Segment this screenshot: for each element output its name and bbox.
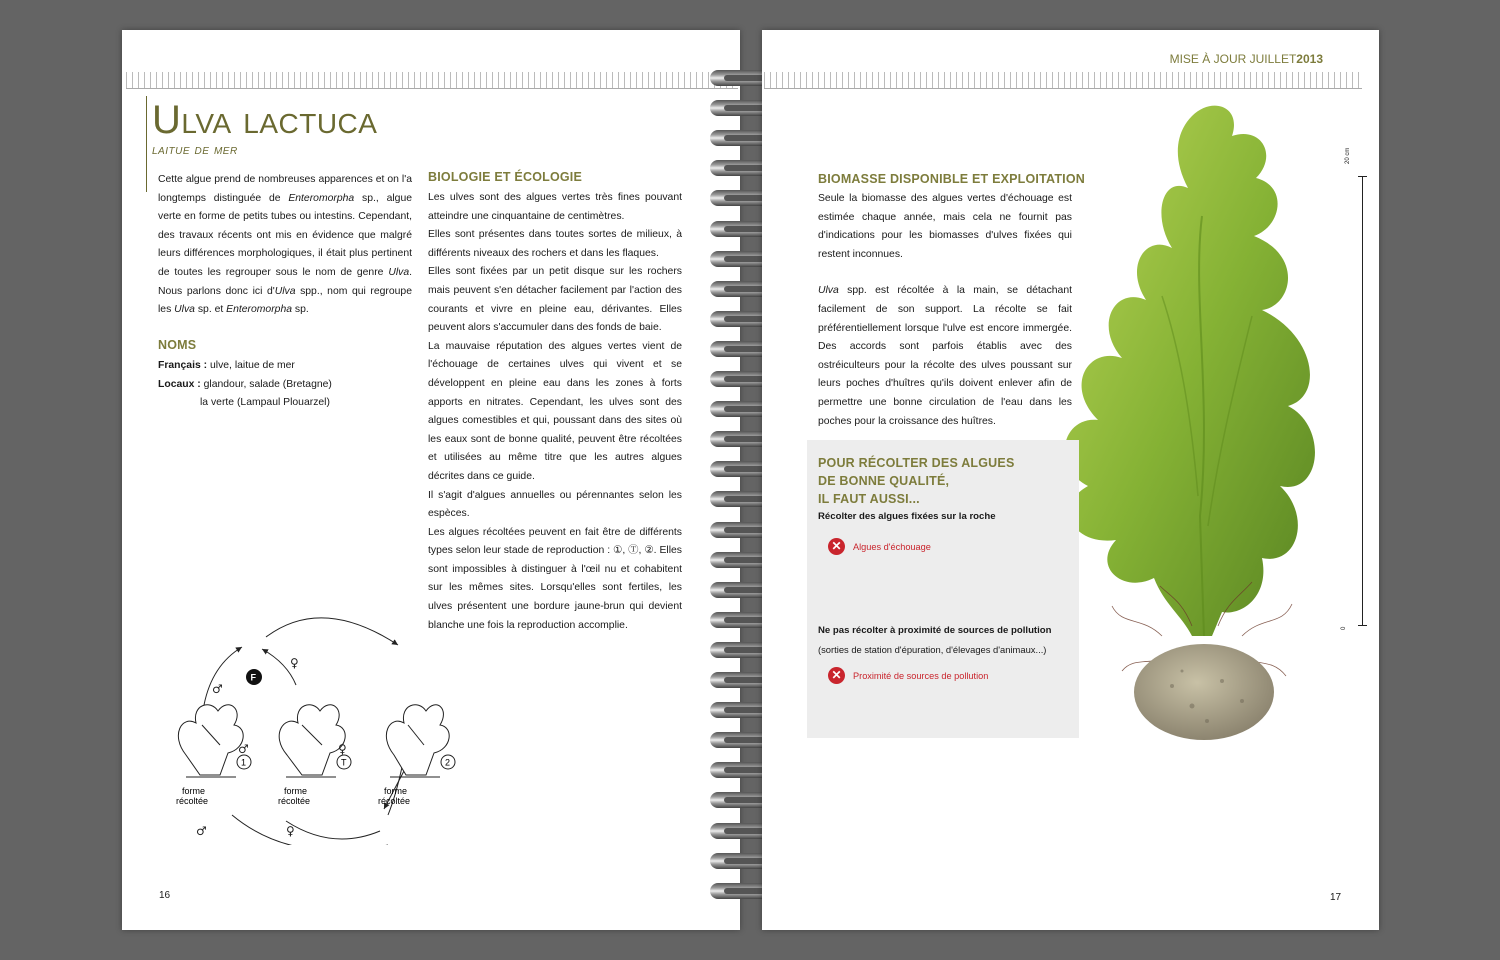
intro-text: Cette algue prend de nombreuses apparences et on l'a longtemps distinguée de Enteromorpha sp., algue verte en forme de petits tubes ou intestins. Cependant, des travaux récents ont mis en évidence que malgré leurs différences morphologiques, il était plus pertinent de toutes les regrouper sous le nom de genre Ulva. Nous parlons donc ici d'Ulva spp., nom qui regroupe les Ulva sp. et Enteromorpha sp. [158, 174, 412, 316]
page-number-right: 17 [1330, 892, 1342, 903]
rule-pollution: Ne pas récolter à proximité de sources de pollution [818, 625, 1052, 636]
harvest-tips-heading: POUR RÉCOLTER DES ALGUES DE BONNE QUALITÉ, IL FAUT AUSSI... [818, 456, 1015, 506]
svg-text:♀: ♀ [338, 742, 347, 756]
species-common-name: laitue de mer [152, 142, 238, 158]
scale-bottom-label: 0 [1341, 626, 1347, 630]
top-ruler-right [764, 72, 1362, 89]
bio-paragraph: Les ulves sont des algues vertes très fines pouvant atteindre une cinquantaine de centimètres. [428, 192, 682, 222]
recoltee-label-3: récoltée [378, 796, 411, 806]
negative-pollution: ✕ Proximité de sources de pollution [828, 667, 988, 685]
forme-label-1: forme [182, 786, 206, 796]
scale-bar [1362, 176, 1363, 626]
forme-label-2: forme [284, 786, 308, 796]
bio-paragraph: Les algues récoltées peuvent en fait être de différents types selon leur stade de reproduction : ①, Ⓣ, ②. Elles sont impossibles à distinguer à l'œil nu et cohabitent sur les mêmes sites. Lorsqu'elles sont fertiles, les ulves présentent une bordure jaune-brun qui devient blanche une fois la reproduction accomplie. [428, 526, 682, 631]
forme-label-3: forme [384, 786, 408, 796]
biomasse-heading: BIOMASSE DISPONIBLE ET EXPLOITATION [818, 172, 1085, 186]
svg-text:♂: ♂ [212, 682, 223, 696]
x-circle-icon: ✕ [828, 538, 845, 555]
recoltee-label-2: récoltée [278, 796, 311, 806]
scale-tick-bottom [1358, 625, 1367, 626]
rule-pollution-detail: (sorties de station d'épuration, d'élevages d'animaux...) [818, 644, 1047, 655]
recoltee-label-1: récoltée [176, 796, 209, 806]
svg-text:♀: ♀ [286, 824, 295, 838]
stage-t-label: T [341, 757, 347, 768]
noms-heading: NOMS [158, 338, 197, 352]
biomasse-text: Seule la biomasse des algues vertes d'échouage est estimée chaque année, mais cela ne fournit pas d'indications pour les biomasses d'ulves fixées qui restent inconnues. Ulva spp. est récoltée à la main, se détachant facilement de son support. La récolte se fait préférentiellement lorsque l'ulve est encore immergée. Des accords sont parfois établis avec des ostréiculteurs pour la récolte des ulves poussant sur leurs poches d'huîtres qu'ils doivent enlever afin de permettre une bonne circulation de l'eau dans les poches pour la croissance des huîtres. [818, 193, 1072, 427]
scale-top-label: 20 cm [1345, 147, 1351, 164]
bio-paragraph: Elles sont fixées par un petit disque sur les rochers mais peuvent s'en détacher facilement par l'action des courants et vivre en pleine eau, dérivantes. Elles peuvent alors s'accumuler dans des fonds de baie. [428, 266, 682, 334]
bio-text [428, 189, 682, 635]
stage-2-label: 2 [445, 757, 451, 768]
title-rule [146, 96, 147, 192]
species-title: Ulva lactuca [152, 98, 378, 142]
right-page [762, 30, 1379, 930]
ulva-photo [1042, 96, 1362, 756]
top-ruler [126, 72, 738, 89]
left-page [122, 30, 740, 930]
negative-echouage: ✕ Algues d'échouage [828, 538, 931, 556]
update-header: MISE À JOUR JUILLET2013 [1169, 52, 1323, 66]
svg-text:♀: ♀ [290, 656, 299, 670]
bio-paragraph: Il s'agit d'algues annuelles ou pérennantes selon les espèces. [428, 489, 682, 520]
rule-fixed-algae: Récolter des algues fixées sur la roche [818, 511, 996, 522]
page-number-left: 16 [159, 890, 171, 901]
fertilization-label: F [250, 672, 256, 683]
bio-paragraph: La mauvaise réputation des algues vertes vient de l'échouage de certaines ulves qui vivent et se développent en pleine eau dans les zones à forts apports en nitrates. Cependant, les ulves sont des algues comestibles et qui, poussant dans des sites où les eaux sont de bonne qualité, peuvent être récoltées et utilisées au même titre que les autres algues décrites dans ce guide. [428, 340, 682, 482]
svg-text:♂: ♂ [238, 742, 249, 756]
harvest-tips-box [807, 440, 1079, 738]
bio-paragraph: Elles sont présentes dans toutes sortes de milieux, à différents niveaux des rochers et dans les flaques. [428, 229, 682, 259]
scale-tick-top [1358, 176, 1367, 177]
svg-text:♂: ♂ [196, 824, 207, 838]
noms-list: Français : ulve, laitue de mer Locaux : glandour, salade (Bretagne) la verte (Lampaul Plouarzel) [158, 360, 332, 409]
bio-heading: BIOLOGIE ET ÉCOLOGIE [428, 170, 583, 184]
life-cycle-diagram [162, 605, 472, 845]
stage-1-label: 1 [241, 757, 247, 768]
x-circle-icon: ✕ [828, 667, 845, 684]
